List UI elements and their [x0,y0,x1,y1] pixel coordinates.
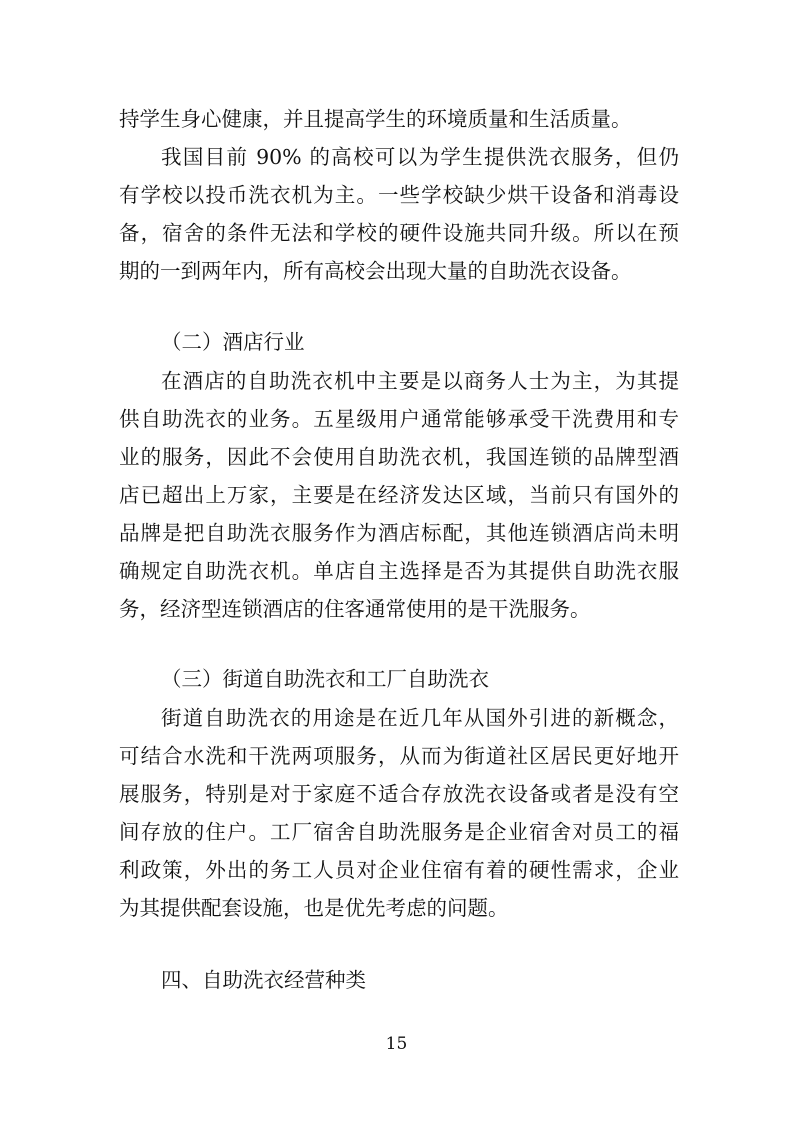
section-heading: 四、自助洗衣经营种类 [161,968,366,992]
paragraph-line: 间存放的住户。工厂宿舍自助洗服务是企业宿舍对员工的福 [119,820,679,844]
paragraph-line: 备，宿舍的条件无法和学校的硬件设施共同升级。所以在预 [119,221,679,245]
paragraph-line: 有学校以投币洗衣机为主。一些学校缺少烘干设备和消毒设 [119,183,679,207]
paragraph-line: 街道自助洗衣的用途是在近几年从国外引进的新概念， [161,706,679,730]
paragraph-line: 务，经济型连锁酒店的住客通常使用的是干洗服务。 [119,597,591,621]
paragraph-line: 确规定自助洗衣机。单店自主选择是否为其提供自助洗衣服 [119,559,679,583]
paragraph-line: 可结合水洗和干洗两项服务，从而为街道社区居民更好地开 [119,744,679,768]
page-number: 15 [385,1034,408,1054]
subsection-heading-street-factory: （三）街道自助洗衣和工厂自助洗衣 [161,667,489,691]
subsection-heading-hotel: （二）酒店行业 [161,330,305,354]
paragraph-line: 期的一到两年内，所有高校会出现大量的自助洗衣设备。 [119,259,632,283]
paragraph-line: 在酒店的自助洗衣机中主要是以商务人士为主，为其提 [161,369,679,393]
paragraph-line: 利政策，外出的务工人员对企业住宿有着的硬性需求，企业 [119,858,679,882]
paragraph-line: 店已超出上万家，主要是在经济发达区域，当前只有国外的 [119,483,679,507]
paragraph-line: 供自助洗衣的业务。五星级用户通常能够承受干洗费用和专 [119,407,679,431]
paragraph-line: 业的服务，因此不会使用自助洗衣机，我国连锁的品牌型酒 [119,445,679,469]
paragraph-line: 品牌是把自助洗衣服务作为酒店标配，其他连锁酒店尚未明 [119,521,679,545]
paragraph-line: 展服务，特别是对于家庭不适合存放洗衣设备或者是没有空 [119,782,679,806]
paragraph-line: 持学生身心健康，并且提高学生的环境质量和生活质量。 [119,107,632,131]
paragraph-line: 为其提供配套设施，也是优先考虑的问题。 [119,896,509,920]
paragraph-line: 我国目前 90% 的高校可以为学生提供洗衣服务，但仍 [161,145,679,169]
